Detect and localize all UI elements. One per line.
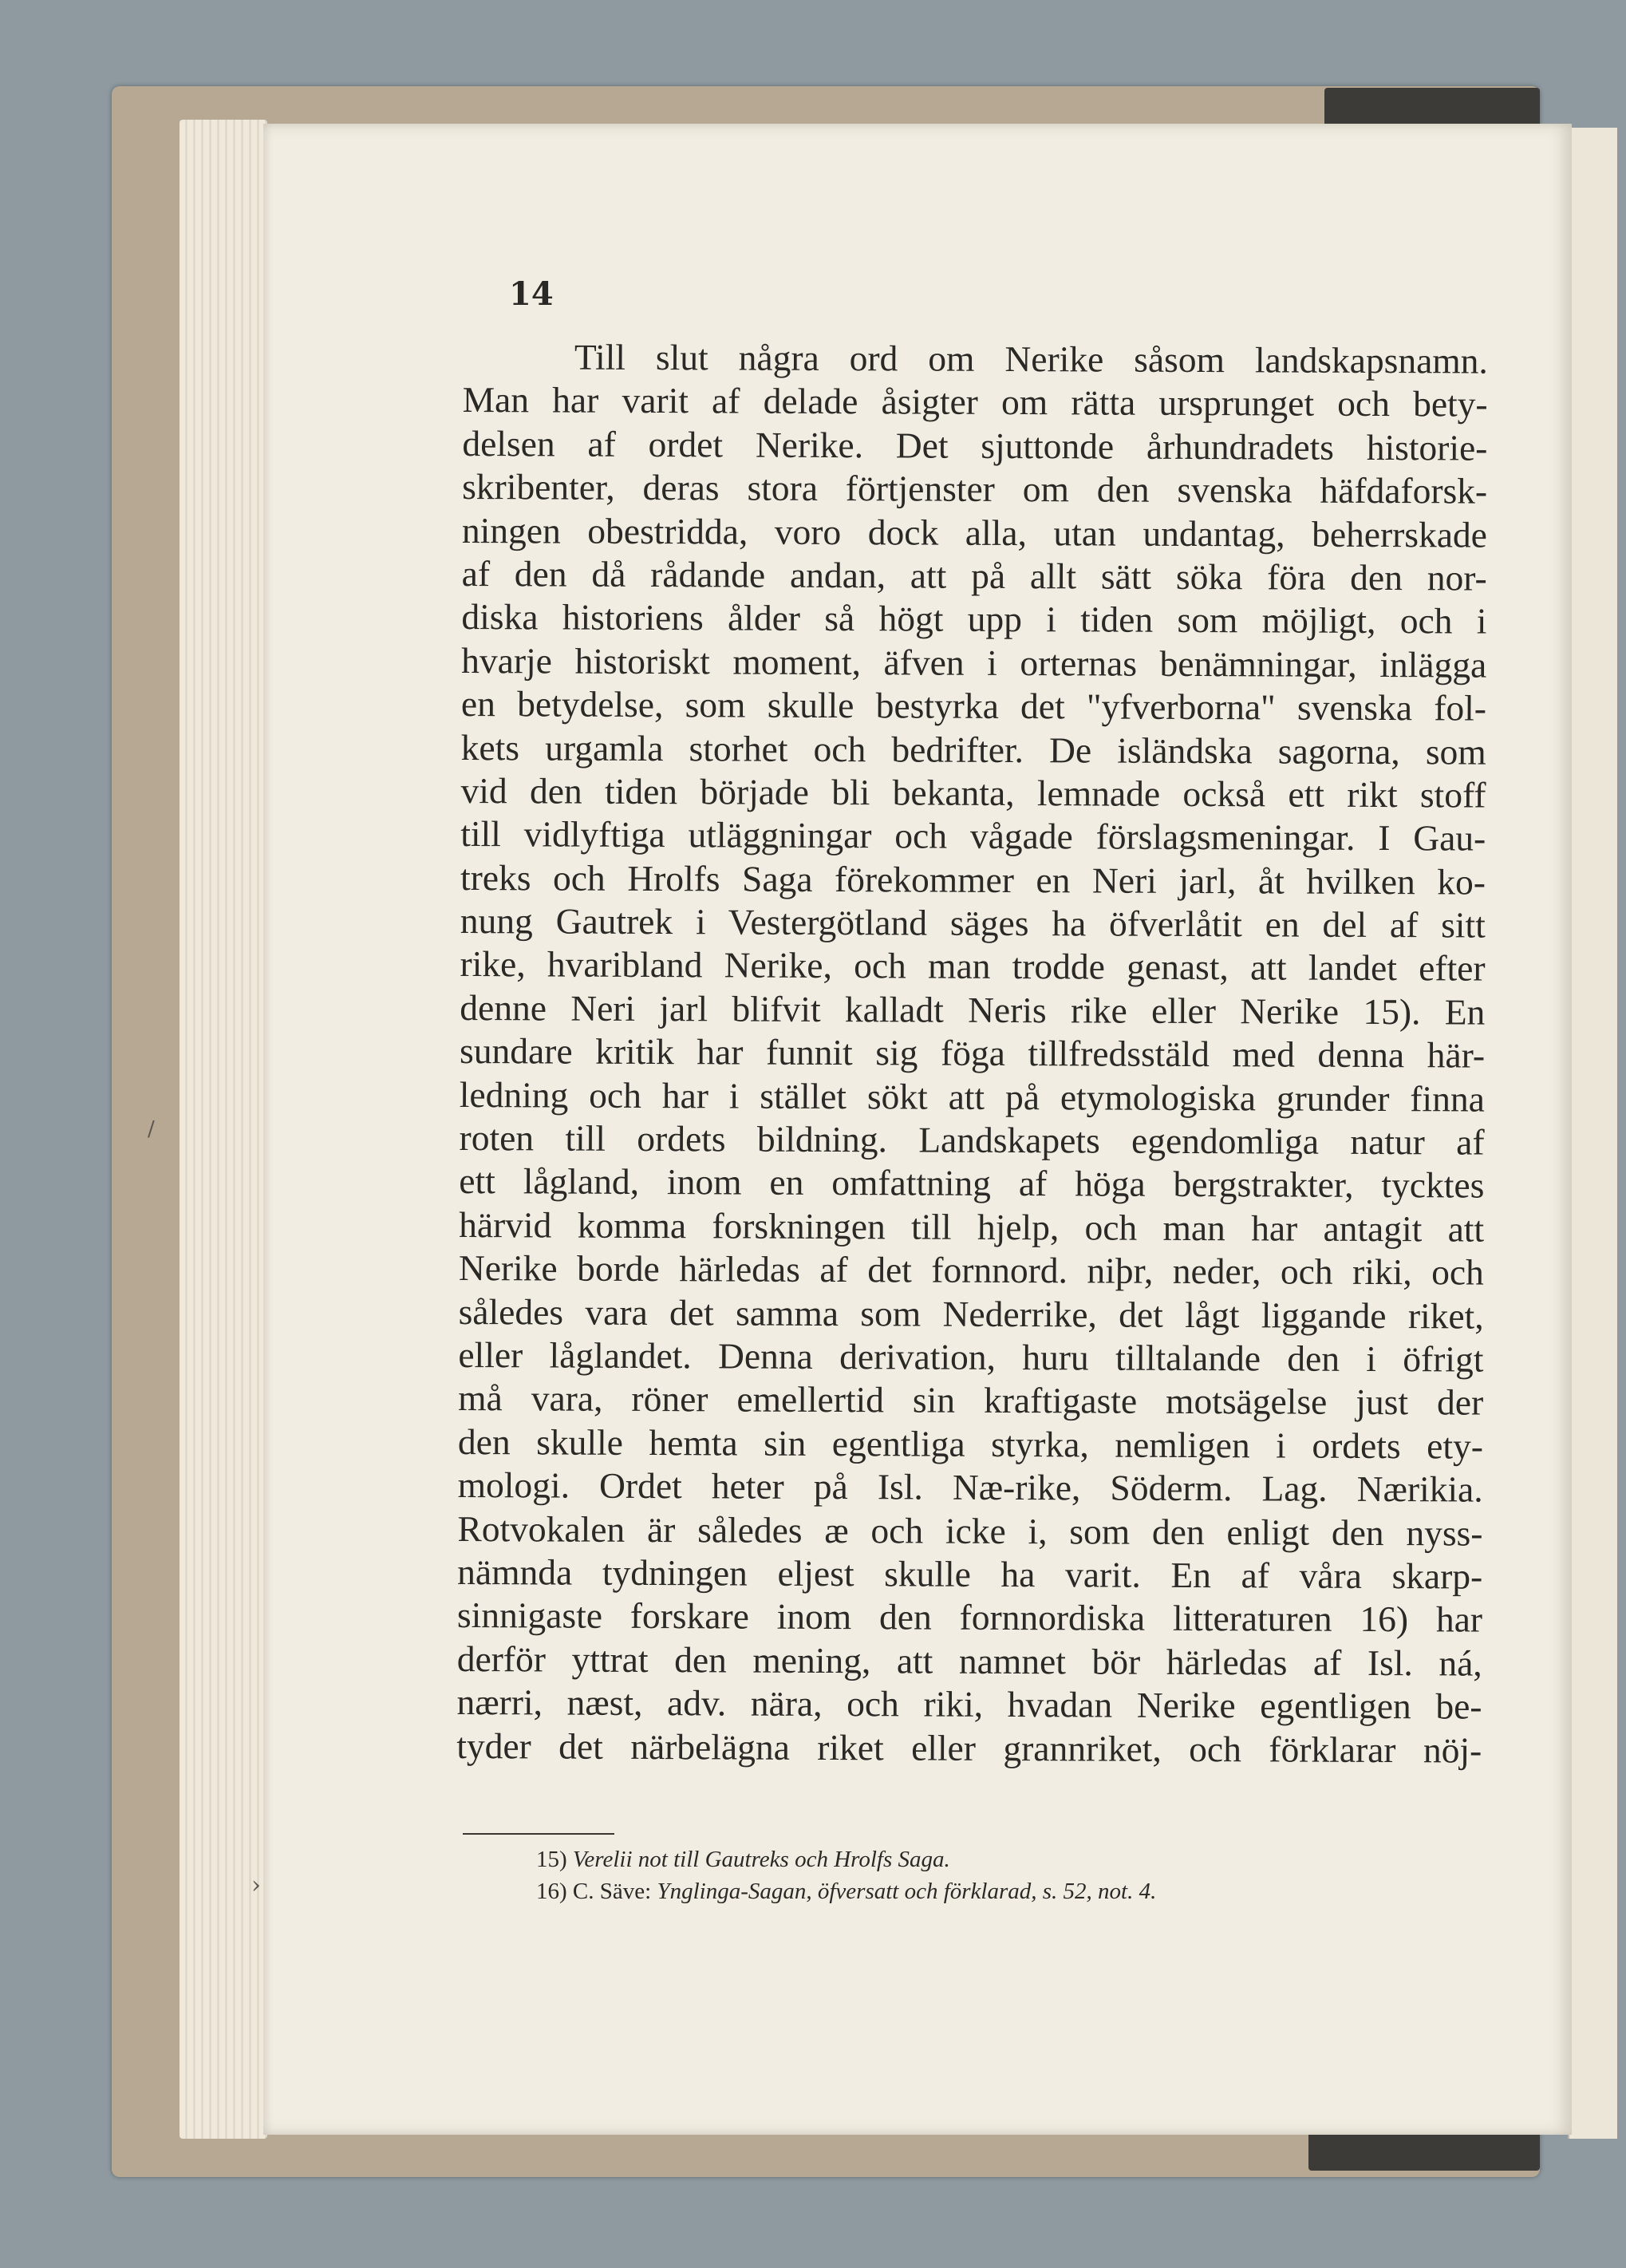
text-line: af den då rådande andan, att på allt sätt söka föra den nor-	[461, 552, 1487, 599]
facing-page-edge	[1568, 128, 1617, 2139]
text-line: Till slut några ord om Nerike såsom landskapsnamn.	[574, 336, 1488, 381]
text-line: nämnda tydningen eljest skulle ha varit. En af våra skarp-	[457, 1551, 1483, 1597]
text-line: härvid komma forskningen till hjelp, och man har antagit att	[459, 1203, 1485, 1250]
page-number: 14	[509, 275, 554, 313]
footnote-15	[536, 1843, 1334, 1875]
text-line: rike, hvaribland Nerike, och man trodde genast, att landet efter	[460, 943, 1486, 990]
text-line: treks och Hrolfs Saga förekommer en Neri jarl, åt hvilken ko-	[460, 856, 1486, 903]
text-line: mologi. Ordet heter på Isl. Næ-rike, Söderm. Lag. Nærikia.	[457, 1464, 1483, 1510]
page-edges	[180, 120, 267, 2139]
text-line: må vara, röner emellertid sin kraftigaste motsägelse just der	[458, 1377, 1484, 1423]
text-line: till vidlyftiga utläggningar och vågade förslagsmeningar. I Gau-	[460, 813, 1486, 859]
footnote-rule	[463, 1833, 614, 1835]
footnote-text: Ynglinga-Sagan, öfversatt och förklarad, s. 52, not. 4.	[657, 1879, 1157, 1904]
footnote-mark: 16)	[536, 1879, 567, 1904]
text-line: delsen af ordet Nerike. Det sjuttonde århundradets historie-	[462, 422, 1488, 468]
text-line: en betydelse, som skulle bestyrka det "yfverborna" svenska fol-	[460, 683, 1487, 729]
text-line: hvarje historiskt moment, äfven i orternas benämningar, inlägga	[461, 639, 1487, 686]
text-line: sinnigaste forskare inom den fornnordiska litteraturen 16) har	[456, 1594, 1483, 1640]
text-line: roten till ordets bildning. Landskapets egendomliga natur af	[459, 1117, 1485, 1163]
text-line: tyder det närbelägna riket eller grannriket, och förklarar nöj-	[456, 1725, 1482, 1771]
text-line: Man har varit af delade åsigter om rätta ursprunget och bety-	[462, 379, 1488, 425]
text-line: ett lågland, inom en omfattning af höga bergstrakter, tycktes	[459, 1160, 1485, 1207]
text-line: diska historiens ålder så högt upp i tiden som möjligt, och i	[461, 596, 1487, 642]
text-line: sundare kritik har funnit sig föga tillfredsstäld med denna här-	[459, 1030, 1486, 1076]
text-line: nærri, næst, adv. nära, och riki, hvadan Nerike egentligen be-	[456, 1681, 1482, 1727]
text-line: eller låglandet. Denna derivation, huru tilltalande den i öfrigt	[458, 1334, 1484, 1380]
text-line: ledning och har i stället sökt att på etymologiska grunder finna	[459, 1073, 1485, 1120]
footnotes	[536, 1843, 1334, 1907]
text-line: Rotvokalen är således æ och icke i, som den enligt den nyss-	[457, 1507, 1483, 1554]
text-line: nung Gautrek i Vestergötland säges ha öfverlåtit en del af sitt	[460, 900, 1486, 946]
footnote-author: C. Säve:	[572, 1879, 657, 1904]
margin-pencil-mark: /	[148, 1117, 155, 1141]
text-line: denne Neri jarl blifvit kalladt Neris rike eller Nerike 15). En	[460, 986, 1486, 1033]
footnote-text: Verelii not till Gautreks och Hrolfs Saga.	[572, 1847, 950, 1872]
text-line: ningen obestridda, voro dock alla, utan undantag, beherrskade	[461, 509, 1488, 555]
footnote-16	[536, 1875, 1334, 1907]
body-text	[456, 335, 1488, 1772]
text-line: den skulle hemta sin egentliga styrka, nemligen i ordets ety-	[457, 1420, 1484, 1467]
text-line: Nerike borde härledas af det fornnord. niþr, neder, och riki, och	[458, 1247, 1484, 1293]
text-line: kets urgamla storhet och bedrifter. De isländska sagorna, som	[460, 726, 1486, 772]
text-line: vid den tiden började bli bekanta, lemnade också ett rikt stoff	[460, 769, 1486, 816]
margin-pencil-mark: ›	[251, 1871, 261, 1899]
text-line: skribenter, deras stora förtjenster om den svenska häfdaforsk-	[462, 466, 1488, 512]
text-line: således vara det samma som Nederrike, det lågt liggande riket,	[458, 1290, 1484, 1337]
footnote-mark: 15)	[536, 1847, 567, 1872]
text-line: derför yttrat den mening, att namnet bör härledas af Isl. ná,	[456, 1638, 1482, 1684]
